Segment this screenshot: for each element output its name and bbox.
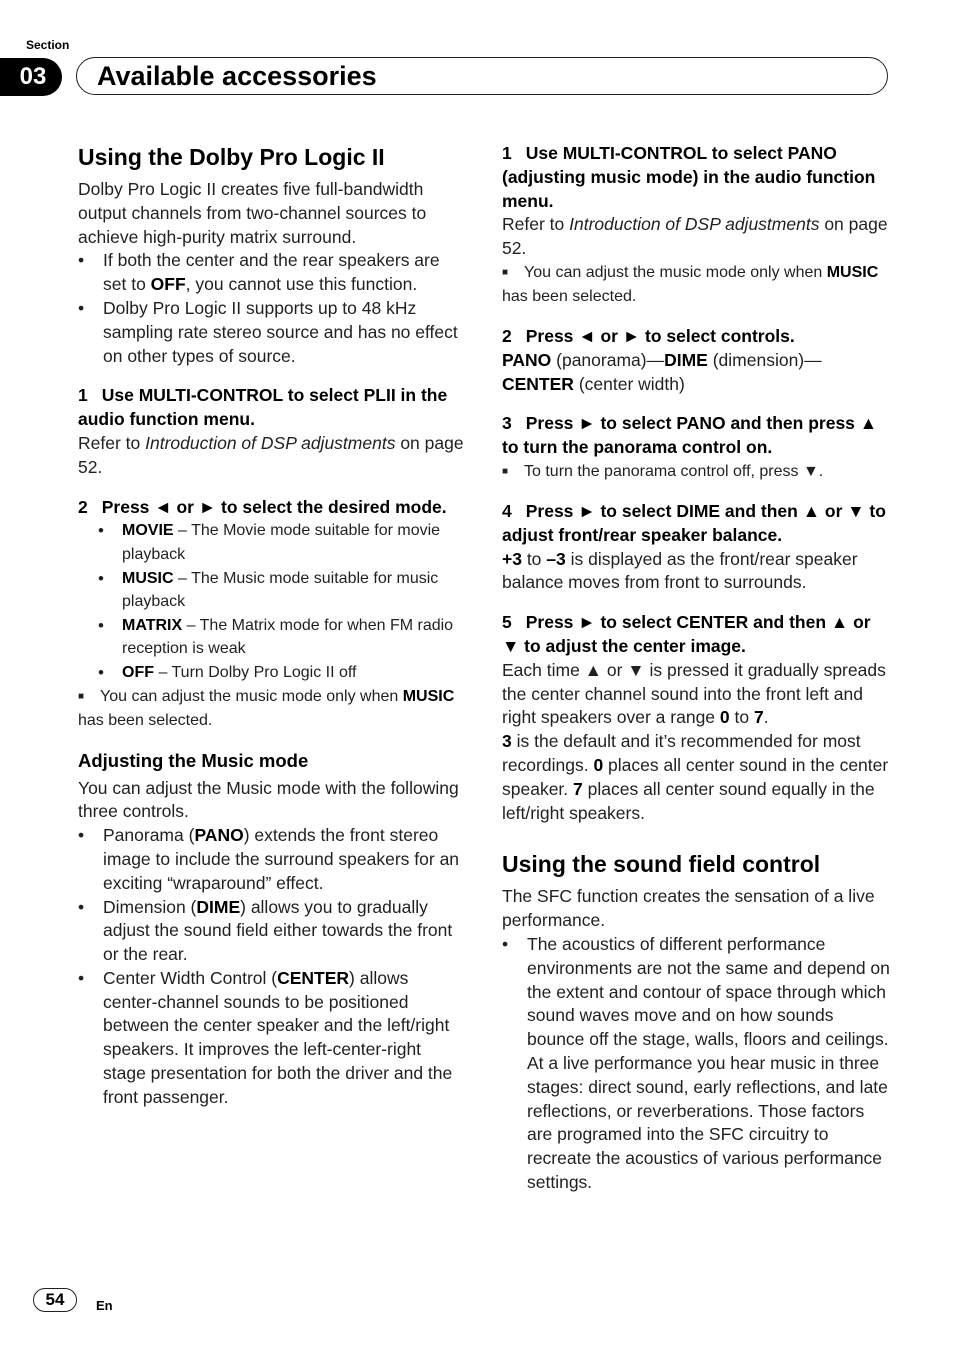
- list-item: • Panorama (PANO) extends the front stereo image to include the surround speakers for an exciting “wraparound” effect.: [78, 824, 466, 895]
- step-1: 1 Use MULTI-CONTROL to select PANO (adjusting music mode) in the audio function menu.: [502, 143, 876, 211]
- page-number: 54: [33, 1288, 77, 1312]
- list-item: • Dolby Pro Logic II supports up to 48 kHz sampling rate stereo source and has no effect on other types of source.: [78, 297, 466, 368]
- section-number-badge: 03: [0, 58, 62, 96]
- list-item: • Center Width Control (CENTER) allows center-channel sounds to be positioned between the center speaker and the left/right speakers. It improves the left-center-right stage presentation for both the driver and the front passenger.: [78, 967, 466, 1110]
- list-item: • Dimension (DIME) allows you to gradually adjust the sound field either towards the front or the rear.: [78, 896, 466, 967]
- chapter-title: Available accessories: [76, 57, 888, 95]
- list-item: • The acoustics of different performance environments are not the same and depend on the extent and contour of space through which sound waves move and on how sounds bounce off the stage, walls, floors and ceilings. At a live performance you hear music in three stages: direct sound, early reflections, and late reflections, or reverberations. Those factors are programed into the SFC circuitry to recreate the acoustics of various performance settings.: [502, 933, 890, 1195]
- note: ■ You can adjust the music mode only when MUSIC has been selected.: [78, 685, 466, 733]
- controls-sequence: PANO (panorama)—DIME (dimension)—CENTER (center width): [502, 349, 822, 394]
- sfc-intro: The SFC function creates the sensation of a live performance.: [502, 886, 875, 931]
- mode-item-matrix: • MATRIX – The Matrix mode for when FM radio reception is weak: [78, 614, 466, 661]
- step-1: 1 Use MULTI-CONTROL to select PLII in the audio function menu.: [78, 385, 448, 430]
- section-label: Section: [26, 38, 70, 52]
- balance-description: +3 to –3 is displayed as the front/rear speaker balance moves from front to surrounds.: [502, 548, 858, 593]
- note-square-icon: ■: [502, 266, 509, 278]
- language-label: En: [96, 1298, 113, 1313]
- mode-item-music: • MUSIC – The Music mode suitable for music playback: [78, 567, 466, 614]
- note: ■ To turn the panorama control off, press ▼.: [502, 460, 890, 484]
- dolby-intro: Dolby Pro Logic II creates five full-bandwidth output channels from two-channel sources to achieve high-purity matrix surround.: [78, 179, 427, 247]
- list-item: • If both the center and the rear speakers are set to OFF, you cannot use this function.: [78, 249, 466, 297]
- right-column: [502, 142, 890, 1195]
- heading-sound-field-control: Using the sound field control: [502, 851, 821, 878]
- step-1-reference: Refer to Introduction of DSP adjustments on page 52.: [502, 214, 888, 259]
- mode-item-off: • OFF – Turn Dolby Pro Logic II off: [78, 661, 466, 685]
- center-description: Each time ▲ or ▼ is pressed it gradually spreads the center channel sound into the front left and right speakers over a range 0 to 7.: [502, 659, 886, 728]
- mode-item-movie: • MOVIE – The Movie mode suitable for movie playback: [78, 519, 466, 566]
- heading-music-mode: Adjusting the Music mode: [78, 749, 309, 771]
- step-3: 3 Press ► to select PANO and then press ▲ to turn the panorama control on.: [502, 413, 878, 458]
- center-default-description: 3 is the default and it’s recommended for most recordings. 0 places all center sound in the center speaker. 7 places all center sound equally in the left/right speakers.: [502, 731, 889, 823]
- step-5: 5 Press ► to select CENTER and then ▲ or ▼ to adjust the center image.: [502, 612, 871, 656]
- note-square-icon: ■: [78, 690, 85, 702]
- note: ■ You can adjust the music mode only when MUSIC has been selected.: [502, 261, 890, 309]
- step-1-reference: Refer to Introduction of DSP adjustments on page 52.: [78, 432, 464, 477]
- note-square-icon: ■: [502, 465, 509, 477]
- heading-dolby-pro-logic: Using the Dolby Pro Logic II: [78, 144, 385, 170]
- step-2: 2 Press ◄ or ► to select the desired mode.: [78, 496, 447, 517]
- music-intro: You can adjust the Music mode with the following three controls.: [78, 777, 459, 822]
- step-2: 2 Press ◄ or ► to select controls.: [502, 325, 795, 346]
- step-4: 4 Press ► to select DIME and then ▲ or ▼ to adjust front/rear speaker balance.: [502, 500, 886, 545]
- left-column: [78, 142, 466, 1110]
